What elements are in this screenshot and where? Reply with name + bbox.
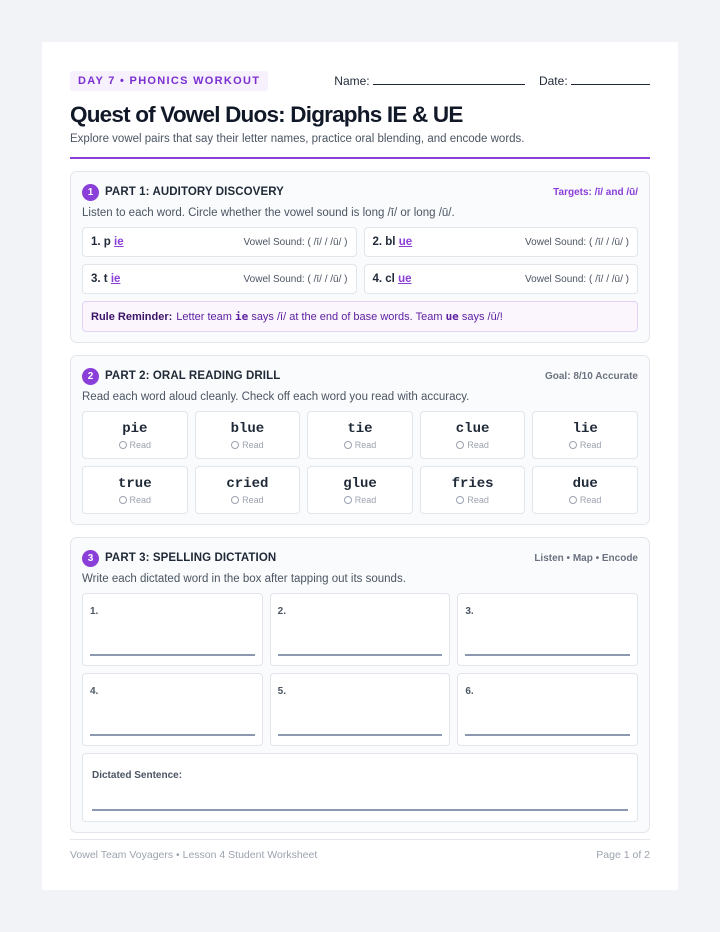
checkbox-circle-icon	[456, 441, 464, 449]
word-prefix: 2. bl	[372, 236, 396, 248]
drill-word-card	[420, 411, 526, 459]
student-fields	[334, 74, 650, 88]
checkbox-circle-icon	[344, 496, 352, 504]
read-label: Read	[242, 494, 264, 505]
drill-word: cried	[226, 475, 269, 492]
drill-word-card	[82, 466, 188, 514]
read-checkbox[interactable]	[344, 440, 377, 450]
date-line	[571, 75, 650, 85]
spelling-box[interactable]	[82, 673, 263, 746]
part2-goal: Goal: 8/10 Accurate	[544, 370, 638, 382]
part2-number-badge: 2	[82, 368, 99, 385]
spelling-box[interactable]	[457, 593, 638, 666]
spelling-number: 5.	[277, 686, 286, 697]
discovery-word	[91, 236, 124, 248]
day-tag: DAY 7 • PHONICS WORKOUT	[70, 71, 268, 91]
page-footer	[70, 839, 650, 861]
name-label: Name:	[334, 74, 370, 88]
drill-word: fries	[451, 475, 494, 492]
vowel-team: ie	[110, 273, 121, 285]
discovery-item	[364, 227, 639, 257]
spelling-grid	[82, 593, 638, 746]
rule-code-ie: ie	[235, 310, 249, 323]
drill-word-card	[82, 411, 188, 459]
page-subtitle: Explore vowel pairs that say their letter names, practice oral blending, and encode words.	[70, 133, 525, 145]
vowel-sound-choice[interactable]: Vowel Sound: ( /ī/ / /ū/ )	[243, 236, 348, 248]
part3-card	[70, 537, 650, 833]
part2-card	[70, 355, 650, 525]
drill-word-card	[420, 466, 526, 514]
drill-word: clue	[455, 420, 490, 437]
checkbox-circle-icon	[231, 496, 239, 504]
checkbox-circle-icon	[569, 441, 577, 449]
discovery-word	[373, 236, 413, 248]
drill-word-card	[532, 466, 638, 514]
drill-word: glue	[343, 475, 377, 492]
drill-word: true	[117, 475, 152, 492]
read-checkbox[interactable]	[231, 495, 264, 505]
read-checkbox[interactable]	[344, 495, 377, 505]
name-field[interactable]	[334, 74, 525, 88]
drill-word: lie	[572, 420, 598, 437]
drill-word-card	[195, 411, 301, 459]
header-row	[70, 70, 650, 92]
part3-title: PART 3: SPELLING DICTATION	[105, 552, 277, 564]
read-checkbox[interactable]	[456, 440, 489, 450]
writing-line	[278, 654, 443, 656]
word-prefix: 4. cl	[372, 273, 395, 285]
vowel-team: ie	[114, 236, 124, 248]
read-label: Read	[354, 494, 377, 505]
part1-title: PART 1: AUDITORY DISCOVERY	[105, 186, 284, 198]
page-title: Quest of Vowel Duos: Digraphs IE & UE	[70, 102, 463, 127]
read-checkbox[interactable]	[119, 495, 152, 505]
discovery-word	[91, 273, 120, 285]
word-prefix: 1. p	[91, 236, 111, 248]
rule-text: says /ū/!	[461, 310, 503, 323]
rule-reminder-label: Rule Reminder:	[91, 310, 173, 323]
read-checkbox[interactable]	[569, 440, 602, 450]
vowel-sound-choice[interactable]: Vowel Sound: ( /ī/ / /ū/ )	[525, 273, 629, 285]
footer-lesson: Vowel Team Voyagers • Lesson 4 Student Worksheet	[70, 849, 318, 861]
part1-number-badge: 1	[82, 184, 99, 201]
part3-number-badge: 3	[82, 550, 99, 567]
writing-line	[90, 734, 255, 736]
writing-line	[278, 734, 443, 736]
spelling-box[interactable]	[457, 673, 638, 746]
drill-word-card	[195, 466, 301, 514]
read-label: Read	[467, 494, 489, 505]
drill-word-card	[307, 411, 413, 459]
read-label: Read	[129, 439, 152, 450]
part3-description: Write each dictated word in the box after tapping out its sounds.	[82, 573, 406, 585]
spelling-number: 1.	[90, 606, 99, 617]
discovery-item	[364, 264, 639, 294]
rule-text: Letter team	[176, 310, 232, 323]
spelling-number: 2.	[277, 606, 286, 617]
discovery-item	[82, 264, 357, 294]
part3-steps: Listen • Map • Encode	[534, 552, 638, 564]
drill-word: blue	[230, 420, 265, 437]
spelling-box[interactable]	[270, 673, 451, 746]
part1-card	[70, 171, 650, 343]
checkbox-circle-icon	[456, 496, 464, 504]
part2-header	[82, 367, 638, 385]
rule-text: says /ī/ at the end of base words. Team	[251, 310, 443, 323]
vowel-team: ue	[398, 273, 412, 285]
part1-header	[82, 183, 638, 201]
footer-page-number: Page 1 of 2	[596, 849, 650, 861]
date-label: Date:	[538, 74, 568, 88]
checkbox-circle-icon	[569, 496, 577, 504]
read-label: Read	[354, 439, 377, 450]
writing-line	[465, 734, 630, 736]
checkbox-circle-icon	[119, 496, 127, 504]
spelling-box[interactable]	[270, 593, 451, 666]
part3-header	[82, 549, 638, 567]
writing-line	[465, 654, 630, 656]
date-field[interactable]	[539, 74, 650, 88]
dictated-sentence-label: Dictated Sentence:	[92, 770, 183, 781]
read-label: Read	[242, 439, 264, 450]
drill-word: due	[572, 475, 598, 492]
word-prefix: 3. t	[91, 273, 108, 285]
read-checkbox[interactable]	[119, 440, 152, 450]
read-label: Read	[579, 494, 602, 505]
drill-word: pie	[122, 420, 148, 437]
part1-description: Listen to each word. Circle whether the vowel sound is long /ī/ or long /ū/.	[82, 207, 455, 219]
name-line	[373, 75, 525, 85]
spelling-number: 6.	[465, 686, 474, 697]
checkbox-circle-icon	[231, 441, 239, 449]
read-label: Read	[579, 439, 602, 450]
rule-reminder	[82, 301, 638, 332]
rule-code-ue: ue	[445, 310, 459, 323]
drill-word-card	[532, 411, 638, 459]
discovery-item	[82, 227, 357, 257]
worksheet-page	[42, 42, 678, 890]
spelling-box[interactable]	[82, 593, 263, 666]
spelling-number: 3.	[465, 606, 474, 617]
drill-word: tie	[347, 420, 373, 437]
spelling-number: 4.	[90, 686, 99, 697]
checkbox-circle-icon	[119, 441, 127, 449]
discovery-word	[373, 273, 412, 285]
checkbox-circle-icon	[344, 441, 352, 449]
read-label: Read	[129, 494, 152, 505]
writing-line	[92, 809, 628, 811]
read-checkbox[interactable]	[569, 495, 602, 505]
writing-line	[90, 654, 255, 656]
drill-word-card	[307, 466, 413, 514]
read-label: Read	[467, 439, 489, 450]
drill-grid	[82, 411, 638, 514]
part2-description: Read each word aloud cleanly. Check off each word you read with accuracy.	[82, 391, 470, 403]
part1-targets: Targets: /ī/ and /ū/	[553, 186, 638, 198]
read-checkbox[interactable]	[456, 495, 489, 505]
vowel-sound-choice[interactable]: Vowel Sound: ( /ī/ / /ū/ )	[243, 273, 348, 285]
part2-title: PART 2: ORAL READING DRILL	[105, 370, 281, 382]
read-checkbox[interactable]	[231, 440, 264, 450]
discovery-grid	[82, 227, 638, 294]
vowel-sound-choice[interactable]: Vowel Sound: ( /ī/ / /ū/ )	[525, 236, 629, 248]
dictated-sentence-box[interactable]	[82, 753, 638, 822]
header-divider	[70, 157, 650, 159]
vowel-team: ue	[398, 236, 413, 248]
